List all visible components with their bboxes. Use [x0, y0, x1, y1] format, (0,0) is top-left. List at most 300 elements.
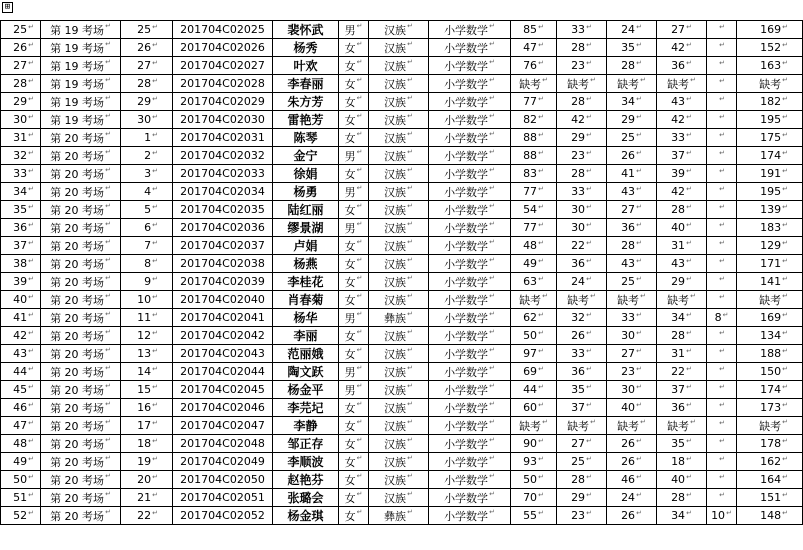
table-row: [1, 255, 803, 273]
subject-cell: 小学数学 ↵: [429, 147, 511, 165]
gender-cell: 男 ↵: [339, 363, 369, 381]
gender-cell: 女 ↵: [339, 489, 369, 507]
table-row: [1, 201, 803, 219]
table-row: [1, 471, 803, 489]
score-part-3-cell: 43 ↵: [607, 183, 657, 201]
score-part-3-cell: 29 ↵: [607, 111, 657, 129]
exam-room-cell: 第 19 考场 ↵: [41, 57, 121, 75]
subject-cell: 小学数学 ↵: [429, 435, 511, 453]
score-part-4-cell: 43 ↵: [657, 255, 707, 273]
row-number-cell: 51 ↵: [1, 489, 41, 507]
score-part-4-cell: 31 ↵: [657, 345, 707, 363]
score-part-1-cell: 44 ↵: [511, 381, 557, 399]
candidate-id-cell: 201704C02052: [173, 507, 273, 525]
score-part-2-cell: 27 ↵: [557, 435, 607, 453]
subject-cell: 小学数学 ↵: [429, 111, 511, 129]
bonus-points-cell: [707, 471, 737, 489]
total-score-cell: 129 ↵: [737, 237, 803, 255]
seat-number-cell: 22 ↵: [121, 507, 173, 525]
bonus-points-cell: [707, 21, 737, 39]
exam-room-cell: 第 20 考场 ↵: [41, 129, 121, 147]
total-score-cell: 195 ↵: [737, 111, 803, 129]
exam-room-cell: 第 20 考场 ↵: [41, 381, 121, 399]
table-row: [1, 219, 803, 237]
candidate-name-cell: 杨秀: [273, 39, 339, 57]
subject-cell: 小学数学 ↵: [429, 291, 511, 309]
score-part-1-cell: 97 ↵: [511, 345, 557, 363]
table-row: [1, 453, 803, 471]
score-part-3-cell: 35 ↵: [607, 39, 657, 57]
score-part-1-cell: 77 ↵: [511, 93, 557, 111]
seat-number-cell: 25 ↵: [121, 21, 173, 39]
candidate-id-cell: 201704C02043: [173, 345, 273, 363]
exam-room-cell: 第 19 考场 ↵: [41, 75, 121, 93]
score-part-1-cell: 88 ↵: [511, 147, 557, 165]
bonus-points-cell: [707, 435, 737, 453]
row-number-cell: 41 ↵: [1, 309, 41, 327]
total-score-cell: 139 ↵: [737, 201, 803, 219]
ethnicity-cell: 汉族 ↵: [369, 489, 429, 507]
ethnicity-cell: 汉族 ↵: [369, 471, 429, 489]
total-score-cell: 169 ↵: [737, 309, 803, 327]
row-number-cell: 30 ↵: [1, 111, 41, 129]
row-number-cell: 37 ↵: [1, 237, 41, 255]
total-score-cell: 174 ↵: [737, 147, 803, 165]
exam-room-cell: 第 20 考场 ↵: [41, 255, 121, 273]
score-part-2-cell: 23 ↵: [557, 57, 607, 75]
seat-number-cell: 5 ↵: [121, 201, 173, 219]
score-part-1-cell: 缺考 ↵: [511, 75, 557, 93]
candidate-id-cell: 201704C02047: [173, 417, 273, 435]
table-row: [1, 165, 803, 183]
seat-number-cell: 29 ↵: [121, 93, 173, 111]
score-part-1-cell: 54 ↵: [511, 201, 557, 219]
ethnicity-cell: 汉族 ↵: [369, 165, 429, 183]
gender-cell: 女 ↵: [339, 129, 369, 147]
score-part-1-cell: 62 ↵: [511, 309, 557, 327]
bonus-points-cell: [707, 399, 737, 417]
gender-cell: 女 ↵: [339, 39, 369, 57]
candidate-id-cell: 201704C02035: [173, 201, 273, 219]
bonus-points-cell: [707, 165, 737, 183]
total-score-cell: 缺考 ↵: [737, 291, 803, 309]
table-row: [1, 75, 803, 93]
row-number-cell: 26 ↵: [1, 39, 41, 57]
score-part-4-cell: 35 ↵: [657, 435, 707, 453]
candidate-name-cell: 陈琴: [273, 129, 339, 147]
score-part-3-cell: 46 ↵: [607, 471, 657, 489]
subject-cell: 小学数学 ↵: [429, 201, 511, 219]
ethnicity-cell: 汉族 ↵: [369, 345, 429, 363]
candidate-name-cell: 杨金琪: [273, 507, 339, 525]
table-row: [1, 381, 803, 399]
gender-cell: 女 ↵: [339, 57, 369, 75]
bonus-points-cell: [707, 129, 737, 147]
score-part-2-cell: 28 ↵: [557, 165, 607, 183]
table-row: [1, 57, 803, 75]
gender-cell: 女 ↵: [339, 111, 369, 129]
score-part-1-cell: 83 ↵: [511, 165, 557, 183]
score-part-2-cell: 36 ↵: [557, 363, 607, 381]
bonus-points-cell: [707, 183, 737, 201]
subject-cell: 小学数学 ↵: [429, 93, 511, 111]
candidate-name-cell: 李顺波: [273, 453, 339, 471]
subject-cell: 小学数学 ↵: [429, 21, 511, 39]
candidate-id-cell: 201704C02028: [173, 75, 273, 93]
score-part-2-cell: 37 ↵: [557, 399, 607, 417]
score-part-2-cell: 23 ↵: [557, 507, 607, 525]
score-part-4-cell: 40 ↵: [657, 471, 707, 489]
exam-room-cell: 第 20 考场 ↵: [41, 489, 121, 507]
ethnicity-cell: 汉族 ↵: [369, 453, 429, 471]
seat-number-cell: 2 ↵: [121, 147, 173, 165]
move-handle-icon[interactable]: ⊞: [2, 2, 13, 13]
gender-cell: 男 ↵: [339, 219, 369, 237]
candidate-name-cell: 范丽娥: [273, 345, 339, 363]
candidate-name-cell: 卢娟: [273, 237, 339, 255]
bonus-points-cell: 10 ↵: [707, 507, 737, 525]
score-part-1-cell: 69 ↵: [511, 363, 557, 381]
score-part-2-cell: 缺考 ↵: [557, 75, 607, 93]
gender-cell: 女 ↵: [339, 75, 369, 93]
score-part-4-cell: 33 ↵: [657, 129, 707, 147]
total-score-cell: 195 ↵: [737, 183, 803, 201]
ethnicity-cell: 汉族 ↵: [369, 57, 429, 75]
candidate-id-cell: 201704C02041: [173, 309, 273, 327]
bonus-points-cell: [707, 327, 737, 345]
total-score-cell: 174 ↵: [737, 381, 803, 399]
candidate-id-cell: 201704C02045: [173, 381, 273, 399]
subject-cell: 小学数学 ↵: [429, 309, 511, 327]
score-part-3-cell: 26 ↵: [607, 453, 657, 471]
score-part-1-cell: 85 ↵: [511, 21, 557, 39]
score-part-3-cell: 36 ↵: [607, 219, 657, 237]
candidate-id-cell: 201704C02027: [173, 57, 273, 75]
subject-cell: 小学数学 ↵: [429, 471, 511, 489]
score-part-4-cell: 34 ↵: [657, 309, 707, 327]
score-part-4-cell: 18 ↵: [657, 453, 707, 471]
total-score-cell: 缺考 ↵: [737, 75, 803, 93]
score-part-4-cell: 36 ↵: [657, 57, 707, 75]
total-score-cell: 188 ↵: [737, 345, 803, 363]
exam-room-cell: 第 20 考场 ↵: [41, 183, 121, 201]
row-number-cell: 46 ↵: [1, 399, 41, 417]
subject-cell: 小学数学 ↵: [429, 417, 511, 435]
score-part-4-cell: 39 ↵: [657, 165, 707, 183]
table-row: [1, 273, 803, 291]
bonus-points-cell: [707, 219, 737, 237]
candidate-id-cell: 201704C02029: [173, 93, 273, 111]
score-part-4-cell: 37 ↵: [657, 147, 707, 165]
bonus-points-cell: [707, 57, 737, 75]
candidate-id-cell: 201704C02051: [173, 489, 273, 507]
bonus-points-cell: [707, 417, 737, 435]
ethnicity-cell: 汉族 ↵: [369, 381, 429, 399]
gender-cell: 女 ↵: [339, 453, 369, 471]
candidate-name-cell: 陆红丽: [273, 201, 339, 219]
ethnicity-cell: 彝族 ↵: [369, 309, 429, 327]
subject-cell: 小学数学 ↵: [429, 489, 511, 507]
score-part-2-cell: 35 ↵: [557, 381, 607, 399]
bonus-points-cell: [707, 291, 737, 309]
row-number-cell: 48 ↵: [1, 435, 41, 453]
seat-number-cell: 4 ↵: [121, 183, 173, 201]
gender-cell: 女 ↵: [339, 327, 369, 345]
score-part-2-cell: 33 ↵: [557, 345, 607, 363]
row-number-cell: 38 ↵: [1, 255, 41, 273]
ethnicity-cell: 汉族 ↵: [369, 273, 429, 291]
ethnicity-cell: 彝族 ↵: [369, 507, 429, 525]
row-number-cell: 36 ↵: [1, 219, 41, 237]
score-part-2-cell: 24 ↵: [557, 273, 607, 291]
seat-number-cell: 7 ↵: [121, 237, 173, 255]
score-part-2-cell: 22 ↵: [557, 237, 607, 255]
score-part-4-cell: 42 ↵: [657, 39, 707, 57]
seat-number-cell: 21 ↵: [121, 489, 173, 507]
candidate-name-cell: 杨华: [273, 309, 339, 327]
table-row: [1, 399, 803, 417]
total-score-cell: 183 ↵: [737, 219, 803, 237]
ethnicity-cell: 汉族 ↵: [369, 417, 429, 435]
score-part-1-cell: 50 ↵: [511, 327, 557, 345]
score-part-4-cell: 31 ↵: [657, 237, 707, 255]
seat-number-cell: 30 ↵: [121, 111, 173, 129]
candidate-id-cell: 201704C02033: [173, 165, 273, 183]
score-part-2-cell: 33 ↵: [557, 183, 607, 201]
score-part-1-cell: 缺考 ↵: [511, 417, 557, 435]
candidate-id-cell: 201704C02034: [173, 183, 273, 201]
seat-number-cell: 27 ↵: [121, 57, 173, 75]
score-part-3-cell: 缺考 ↵: [607, 75, 657, 93]
score-part-1-cell: 93 ↵: [511, 453, 557, 471]
gender-cell: 女 ↵: [339, 273, 369, 291]
ethnicity-cell: 汉族 ↵: [369, 21, 429, 39]
candidate-name-cell: 叶欢: [273, 57, 339, 75]
score-part-4-cell: 29 ↵: [657, 273, 707, 291]
ethnicity-cell: 汉族 ↵: [369, 93, 429, 111]
score-part-4-cell: 22 ↵: [657, 363, 707, 381]
bonus-points-cell: [707, 453, 737, 471]
total-score-cell: 162 ↵: [737, 453, 803, 471]
ethnicity-cell: 汉族 ↵: [369, 183, 429, 201]
score-part-4-cell: 缺考 ↵: [657, 417, 707, 435]
ethnicity-cell: 汉族 ↵: [369, 111, 429, 129]
score-part-2-cell: 29 ↵: [557, 489, 607, 507]
candidate-name-cell: 李桂花: [273, 273, 339, 291]
gender-cell: 女 ↵: [339, 237, 369, 255]
score-part-3-cell: 28 ↵: [607, 237, 657, 255]
score-part-2-cell: 26 ↵: [557, 327, 607, 345]
bonus-points-cell: [707, 39, 737, 57]
score-part-1-cell: 63 ↵: [511, 273, 557, 291]
row-number-cell: 42 ↵: [1, 327, 41, 345]
score-part-3-cell: 23 ↵: [607, 363, 657, 381]
exam-room-cell: 第 20 考场 ↵: [41, 237, 121, 255]
bonus-points-cell: [707, 255, 737, 273]
subject-cell: 小学数学 ↵: [429, 237, 511, 255]
score-part-1-cell: 77 ↵: [511, 183, 557, 201]
seat-number-cell: 13 ↵: [121, 345, 173, 363]
score-part-1-cell: 缺考 ↵: [511, 291, 557, 309]
total-score-cell: 178 ↵: [737, 435, 803, 453]
score-part-1-cell: 77 ↵: [511, 219, 557, 237]
table-row: [1, 21, 803, 39]
bonus-points-cell: [707, 237, 737, 255]
score-part-1-cell: 55 ↵: [511, 507, 557, 525]
row-number-cell: 34 ↵: [1, 183, 41, 201]
exam-room-cell: 第 19 考场 ↵: [41, 39, 121, 57]
seat-number-cell: 14 ↵: [121, 363, 173, 381]
subject-cell: 小学数学 ↵: [429, 165, 511, 183]
bonus-points-cell: [707, 273, 737, 291]
score-part-4-cell: 43 ↵: [657, 93, 707, 111]
score-part-3-cell: 24 ↵: [607, 489, 657, 507]
row-number-cell: 40 ↵: [1, 291, 41, 309]
bonus-points-cell: [707, 111, 737, 129]
score-part-1-cell: 60 ↵: [511, 399, 557, 417]
subject-cell: 小学数学 ↵: [429, 39, 511, 57]
gender-cell: 男 ↵: [339, 21, 369, 39]
score-part-3-cell: 26 ↵: [607, 147, 657, 165]
exam-room-cell: 第 19 考场 ↵: [41, 21, 121, 39]
bonus-points-cell: [707, 201, 737, 219]
bonus-points-cell: [707, 147, 737, 165]
seat-number-cell: 28 ↵: [121, 75, 173, 93]
exam-room-cell: 第 19 考场 ↵: [41, 93, 121, 111]
row-number-cell: 35 ↵: [1, 201, 41, 219]
candidate-name-cell: 李芫圮: [273, 399, 339, 417]
candidate-id-cell: 201704C02025: [173, 21, 273, 39]
subject-cell: 小学数学 ↵: [429, 57, 511, 75]
score-part-4-cell: 28 ↵: [657, 201, 707, 219]
candidate-name-cell: 赵艳芬: [273, 471, 339, 489]
bonus-points-cell: [707, 489, 737, 507]
subject-cell: 小学数学 ↵: [429, 345, 511, 363]
total-score-cell: 164 ↵: [737, 471, 803, 489]
total-score-cell: 169 ↵: [737, 21, 803, 39]
gender-cell: 女 ↵: [339, 165, 369, 183]
table-row: [1, 147, 803, 165]
seat-number-cell: 19 ↵: [121, 453, 173, 471]
seat-number-cell: 17 ↵: [121, 417, 173, 435]
candidate-id-cell: 201704C02042: [173, 327, 273, 345]
ethnicity-cell: 汉族 ↵: [369, 39, 429, 57]
gender-cell: 女 ↵: [339, 417, 369, 435]
candidate-id-cell: 201704C02030: [173, 111, 273, 129]
exam-room-cell: 第 20 考场 ↵: [41, 417, 121, 435]
subject-cell: 小学数学 ↵: [429, 453, 511, 471]
score-part-3-cell: 30 ↵: [607, 327, 657, 345]
exam-room-cell: 第 20 考场 ↵: [41, 147, 121, 165]
score-part-2-cell: 30 ↵: [557, 201, 607, 219]
score-part-2-cell: 25 ↵: [557, 453, 607, 471]
table-row: [1, 309, 803, 327]
score-part-4-cell: 37 ↵: [657, 381, 707, 399]
score-part-4-cell: 40 ↵: [657, 219, 707, 237]
candidate-name-cell: 金宁: [273, 147, 339, 165]
bonus-points-cell: [707, 93, 737, 111]
row-number-cell: 33 ↵: [1, 165, 41, 183]
score-part-3-cell: 25 ↵: [607, 273, 657, 291]
bonus-points-cell: [707, 75, 737, 93]
score-part-3-cell: 41 ↵: [607, 165, 657, 183]
score-part-3-cell: 33 ↵: [607, 309, 657, 327]
exam-room-cell: 第 20 考场 ↵: [41, 201, 121, 219]
subject-cell: 小学数学 ↵: [429, 363, 511, 381]
total-score-cell: 191 ↵: [737, 165, 803, 183]
ethnicity-cell: 汉族 ↵: [369, 201, 429, 219]
total-score-cell: 171 ↵: [737, 255, 803, 273]
total-score-cell: 缺考 ↵: [737, 417, 803, 435]
score-part-1-cell: 76 ↵: [511, 57, 557, 75]
gender-cell: 男 ↵: [339, 147, 369, 165]
row-number-cell: 29 ↵: [1, 93, 41, 111]
candidate-name-cell: 裴怀武: [273, 21, 339, 39]
table-row: [1, 435, 803, 453]
subject-cell: 小学数学 ↵: [429, 219, 511, 237]
score-table: [0, 20, 803, 525]
candidate-name-cell: 缪景湖: [273, 219, 339, 237]
score-part-4-cell: 缺考 ↵: [657, 291, 707, 309]
candidate-id-cell: 201704C02050: [173, 471, 273, 489]
score-part-2-cell: 29 ↵: [557, 129, 607, 147]
subject-cell: 小学数学 ↵: [429, 255, 511, 273]
subject-cell: 小学数学 ↵: [429, 273, 511, 291]
candidate-name-cell: 杨勇: [273, 183, 339, 201]
ethnicity-cell: 汉族 ↵: [369, 435, 429, 453]
gender-cell: 女 ↵: [339, 435, 369, 453]
score-part-2-cell: 30 ↵: [557, 219, 607, 237]
seat-number-cell: 6 ↵: [121, 219, 173, 237]
total-score-cell: 150 ↵: [737, 363, 803, 381]
table-row: [1, 39, 803, 57]
exam-room-cell: 第 20 考场 ↵: [41, 345, 121, 363]
score-part-3-cell: 25 ↵: [607, 129, 657, 147]
score-part-1-cell: 88 ↵: [511, 129, 557, 147]
table-row: [1, 183, 803, 201]
candidate-name-cell: 朱方芳: [273, 93, 339, 111]
candidate-name-cell: 李静: [273, 417, 339, 435]
total-score-cell: 134 ↵: [737, 327, 803, 345]
gender-cell: 男 ↵: [339, 381, 369, 399]
score-part-2-cell: 36 ↵: [557, 255, 607, 273]
score-part-3-cell: 28 ↵: [607, 57, 657, 75]
ethnicity-cell: 汉族 ↵: [369, 129, 429, 147]
row-number-cell: 50 ↵: [1, 471, 41, 489]
seat-number-cell: 26 ↵: [121, 39, 173, 57]
score-part-1-cell: 48 ↵: [511, 237, 557, 255]
score-part-3-cell: 34 ↵: [607, 93, 657, 111]
candidate-id-cell: 201704C02044: [173, 363, 273, 381]
row-number-cell: 44 ↵: [1, 363, 41, 381]
candidate-name-cell: 张璐会: [273, 489, 339, 507]
subject-cell: 小学数学 ↵: [429, 381, 511, 399]
score-part-2-cell: 23 ↵: [557, 147, 607, 165]
score-part-4-cell: 34 ↵: [657, 507, 707, 525]
score-part-2-cell: 42 ↵: [557, 111, 607, 129]
ethnicity-cell: 汉族 ↵: [369, 399, 429, 417]
gender-cell: 男 ↵: [339, 309, 369, 327]
subject-cell: 小学数学 ↵: [429, 129, 511, 147]
candidate-id-cell: 201704C02036: [173, 219, 273, 237]
score-part-3-cell: 30 ↵: [607, 381, 657, 399]
ethnicity-cell: 汉族 ↵: [369, 255, 429, 273]
gender-cell: 女 ↵: [339, 201, 369, 219]
score-part-2-cell: 32 ↵: [557, 309, 607, 327]
score-part-2-cell: 缺考 ↵: [557, 417, 607, 435]
candidate-id-cell: 201704C02031: [173, 129, 273, 147]
score-part-2-cell: 28 ↵: [557, 39, 607, 57]
